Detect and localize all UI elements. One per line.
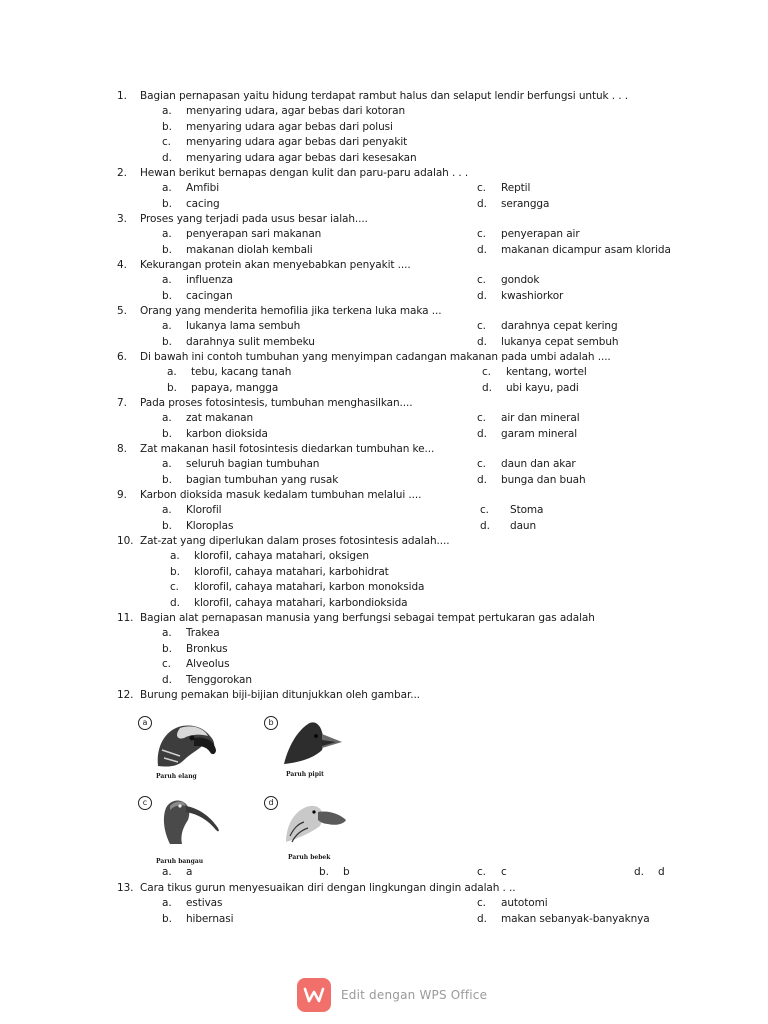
option-letter: c.	[480, 504, 489, 517]
question-text: Pada proses fotosintesis, tumbuhan menghasilkan....	[140, 397, 413, 409]
option-text: Bronkus	[186, 642, 228, 655]
option-letter: a.	[162, 228, 172, 241]
figure-caption: Paruh bangau	[156, 858, 204, 865]
question-5	[117, 304, 757, 350]
option-text: Reptil	[501, 182, 531, 195]
question-6	[117, 350, 757, 396]
option-letter: c.	[162, 658, 171, 671]
question-3	[117, 212, 757, 258]
option-text: daun dan akar	[501, 458, 576, 471]
option-text: Klorofil	[186, 504, 222, 517]
option-text: klorofil, cahaya matahari, karbondioksida	[194, 596, 408, 609]
option-letter: b.	[319, 866, 329, 878]
option-text: kentang, wortel	[506, 366, 587, 379]
question-text: Burung pemakan biji-bijian ditunjukkan oleh gambar...	[140, 689, 420, 701]
option-letter: c.	[477, 412, 486, 425]
option-letter: d.	[477, 912, 487, 925]
option-letter: a.	[162, 182, 172, 195]
question-12	[117, 688, 757, 703]
figure-panel-b	[264, 716, 354, 780]
question-number: 2.	[117, 167, 127, 179]
option-letter: b.	[162, 473, 172, 486]
question-text: Orang yang menderita hemofilia jika terkena luka maka ...	[140, 305, 442, 317]
question-7	[117, 396, 757, 442]
question-number: 8.	[117, 443, 127, 455]
question-number: 6.	[117, 351, 127, 363]
option-letter: a.	[162, 458, 172, 471]
option-letter: c.	[477, 866, 486, 878]
option-text: Alveolus	[186, 658, 230, 671]
option-letter: a.	[162, 105, 172, 118]
option-text: tebu, kacang tanah	[191, 366, 292, 379]
question-text: Hewan berikut bernapas dengan kulit dan paru-paru adalah . . .	[140, 167, 469, 179]
option-text: penyerapan sari makanan	[186, 228, 322, 241]
option-text: klorofil, cahaya matahari, karbohidrat	[194, 565, 389, 578]
option-text: gondok	[501, 274, 540, 287]
question-10	[117, 534, 757, 611]
option-text: kwashiorkor	[501, 289, 564, 302]
option-letter: c.	[482, 366, 491, 379]
option-text: d	[658, 866, 665, 878]
question-number: 4.	[117, 259, 127, 271]
panel-tag: d	[264, 796, 278, 810]
figure-panel-c	[138, 796, 228, 865]
question-1	[117, 89, 757, 166]
option-letter: b.	[162, 197, 172, 210]
option-text: makan sebanyak-banyaknya	[501, 912, 650, 925]
option-text: estivas	[186, 897, 223, 910]
question-number: 13.	[117, 882, 134, 894]
option-letter: a.	[162, 412, 172, 425]
option-letter: c.	[477, 458, 486, 471]
question-11	[117, 611, 757, 688]
option-text: menyaring udara agar bebas dari penyakit	[186, 136, 408, 149]
option-text: daun	[510, 519, 537, 532]
option-letter: c.	[477, 320, 486, 333]
option-letter: d.	[477, 197, 487, 210]
eagle-beak-icon	[150, 720, 220, 770]
question-9	[117, 488, 757, 534]
option-letter: c.	[477, 228, 486, 241]
option-letter: a.	[162, 866, 172, 878]
option-letter: a.	[162, 274, 172, 287]
option-letter: b.	[162, 289, 172, 302]
option-letter: d.	[477, 473, 487, 486]
option-text: a	[186, 866, 193, 878]
option-letter: c.	[477, 274, 486, 287]
option-text: serangga	[501, 197, 550, 210]
question-number: 12.	[117, 689, 134, 701]
option-letter: d.	[477, 335, 487, 348]
figure-caption: Paruh bebek	[288, 854, 331, 861]
option-text: karbon dioksida	[186, 427, 268, 440]
option-letter: d.	[162, 151, 172, 164]
panel-tag: a	[138, 716, 152, 730]
option-text: cacingan	[186, 289, 233, 302]
question-text: Zat makanan hasil fotosintesis diedarkan tumbuhan ke...	[140, 443, 435, 455]
question-text: Karbon dioksida masuk kedalam tumbuhan melalui ....	[140, 489, 422, 501]
option-letter: d.	[477, 427, 487, 440]
option-letter: b.	[167, 381, 177, 394]
option-text: penyerapan air	[501, 228, 580, 241]
option-letter: b.	[162, 243, 172, 256]
option-text: klorofil, cahaya matahari, karbon monoksida	[194, 581, 425, 594]
panel-tag: b	[264, 716, 278, 730]
question-8	[117, 442, 757, 488]
question-text: Bagian pernapasan yaitu hidung terdapat rambut halus dan selaput lendir berfungsi untuk . . .	[140, 90, 628, 102]
question-number: 7.	[117, 397, 127, 409]
option-text: menyaring udara agar bebas dari kesesakan	[186, 151, 417, 164]
question-number: 1.	[117, 90, 127, 102]
wps-logo-icon	[297, 978, 331, 1012]
question-text: Zat-zat yang diperlukan dalam proses fotosintesis adalah....	[140, 535, 450, 547]
option-letter: a.	[162, 897, 172, 910]
option-letter: c.	[477, 182, 486, 195]
duck-beak-icon	[282, 798, 352, 846]
option-text: ubi kayu, padi	[506, 381, 579, 394]
figure-panel-d	[264, 796, 354, 860]
option-letter: b.	[162, 335, 172, 348]
option-text: klorofil, cahaya matahari, oksigen	[194, 550, 369, 563]
question-text: Kekurangan protein akan menyebabkan penyakit ....	[140, 259, 411, 271]
question-text: Proses yang terjadi pada usus besar ialah....	[140, 213, 368, 225]
question-text: Di bawah ini contoh tumbuhan yang menyimpan cadangan makanan pada umbi adalah ....	[140, 351, 611, 363]
stork-beak-icon	[148, 796, 228, 848]
figure-panel-a	[138, 716, 228, 780]
option-text: Tenggorokan	[186, 673, 252, 686]
option-letter: d.	[634, 866, 644, 878]
option-text: c	[501, 866, 507, 878]
option-text: garam mineral	[501, 427, 578, 440]
option-letter: b.	[162, 427, 172, 440]
option-letter: d.	[477, 243, 487, 256]
option-letter: c.	[162, 136, 171, 149]
option-letter: a.	[162, 320, 172, 333]
question-4	[117, 258, 757, 304]
option-text: Stoma	[510, 504, 544, 517]
option-text: zat makanan	[186, 412, 254, 425]
option-letter: b.	[162, 519, 172, 532]
option-text: seluruh bagian tumbuhan	[186, 458, 320, 471]
beak-figure	[138, 716, 368, 865]
question-2	[117, 166, 757, 212]
option-text: menyaring udara, agar bebas dari kotoran	[186, 105, 406, 118]
option-text: Amfibi	[186, 182, 220, 195]
question-text: Cara tikus gurun menyesuaikan diri dengan lingkungan dingin adalah . ..	[140, 882, 516, 894]
option-letter: b.	[162, 120, 172, 133]
option-letter: a.	[167, 366, 177, 379]
option-text: bunga dan buah	[501, 473, 586, 486]
option-text: Kloroplas	[186, 519, 234, 532]
option-text: makanan dicampur asam klorida	[501, 243, 671, 256]
option-text: lukanya cepat sembuh	[501, 335, 619, 348]
question-text: Bagian alat pernapasan manusia yang berfungsi sebagai tempat pertukaran gas adalah	[140, 612, 595, 624]
option-letter: a.	[162, 627, 172, 640]
finch-beak-icon	[278, 718, 348, 768]
option-letter: a.	[162, 504, 172, 517]
panel-tag: c	[138, 796, 152, 810]
option-text: makanan diolah kembali	[186, 243, 313, 256]
wps-w-icon	[303, 986, 325, 1004]
option-text: papaya, mangga	[191, 381, 279, 394]
question-12-options	[117, 865, 757, 880]
wps-footer-text: Edit dengan WPS Office	[341, 988, 488, 1002]
question-number: 10.	[117, 535, 134, 547]
question-number: 5.	[117, 305, 127, 317]
option-text: Trakea	[186, 627, 220, 640]
option-text: autotomi	[501, 897, 548, 910]
option-letter: d.	[162, 673, 172, 686]
figure-caption: Paruh pipit	[286, 771, 324, 778]
option-text: b	[343, 866, 350, 878]
option-letter: d.	[170, 596, 180, 609]
option-letter: a.	[170, 550, 180, 563]
question-13	[117, 881, 757, 927]
option-text: darahnya cepat kering	[501, 320, 618, 333]
option-letter: d.	[477, 289, 487, 302]
option-text: menyaring udara agar bebas dari polusi	[186, 120, 393, 133]
option-letter: d.	[482, 381, 492, 394]
option-letter: b.	[170, 565, 180, 578]
option-text: bagian tumbuhan yang rusak	[186, 473, 339, 486]
figure-caption: Paruh elang	[156, 773, 197, 780]
question-number: 3.	[117, 213, 127, 225]
question-number: 11.	[117, 612, 134, 624]
option-text: hibernasi	[186, 912, 234, 925]
option-letter: b.	[162, 912, 172, 925]
question-number: 9.	[117, 489, 127, 501]
option-text: cacing	[186, 197, 220, 210]
option-text: lukanya lama sembuh	[186, 320, 301, 333]
option-letter: c.	[477, 897, 486, 910]
wps-footer[interactable]	[297, 978, 487, 1012]
option-text: darahnya sulit membeku	[186, 335, 315, 348]
option-text: influenza	[186, 274, 234, 287]
option-letter: d.	[480, 519, 490, 532]
option-letter: b.	[162, 642, 172, 655]
option-text: air dan mineral	[501, 412, 580, 425]
option-letter: c.	[170, 581, 179, 594]
